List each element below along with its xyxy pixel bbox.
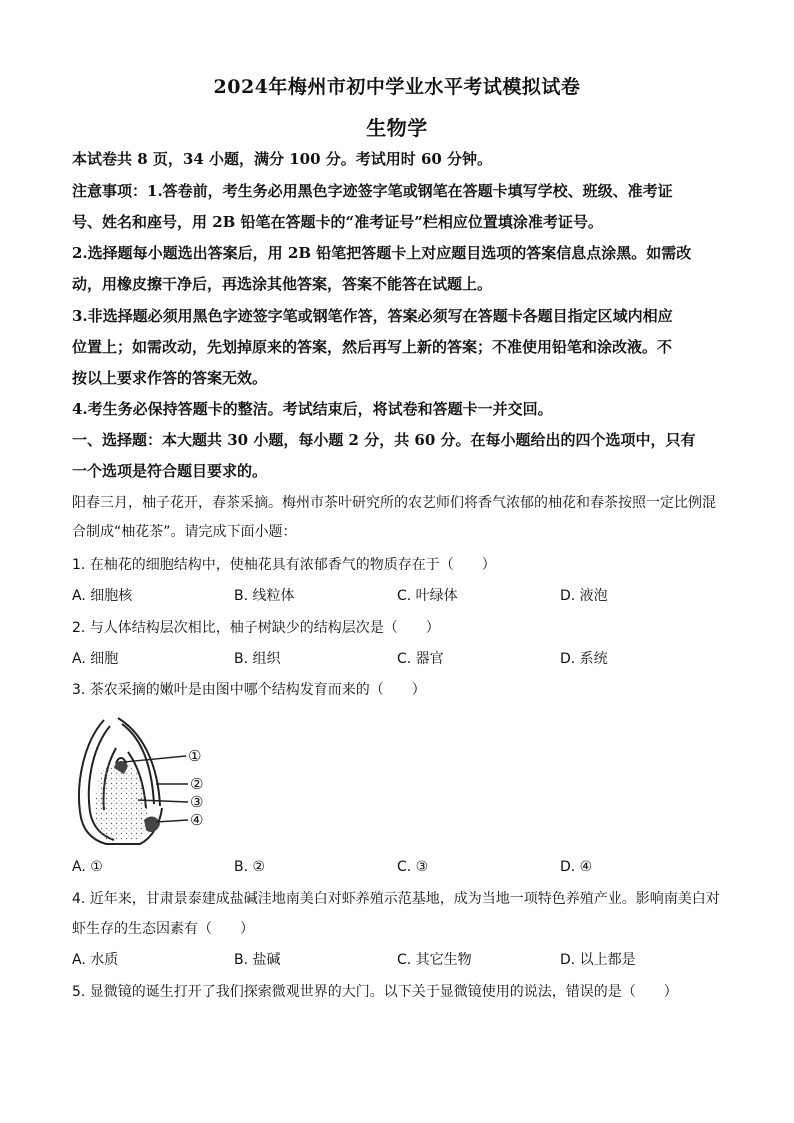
notes-line-2: 号、姓名和座号，用 2B 铅笔在答题卡的“准考证号”栏相应位置填涂准考证号。 <box>72 213 603 231</box>
exam-title: 2024年梅州市初中学业水平考试模拟试卷 <box>213 76 581 98</box>
q4-option-c: C. 其它生物 <box>397 952 472 968</box>
notes-line-5: 3.非选择题必须用黑色字迹签字笔或钢笔作答，答案必须写在答题卡各题目指定区域内相应 <box>72 307 673 325</box>
notes-line-8: 4.考生务必保持答题卡的整洁。考试结束后，将试卷和答题卡一并交回。 <box>72 400 553 418</box>
q4-stem-line-1: 4. 近年来，甘肃景泰建成盐碱洼地南美白对虾养殖示范基地，成为当地一项特色养殖产业。影响南美白对 <box>72 891 720 907</box>
notes-line-4: 动，用橡皮擦干净后，再选涂其他答案，答案不能答在试题上。 <box>72 275 493 293</box>
q4-option-b: B. 盐碱 <box>234 952 281 968</box>
q5-stem: 5. 显微镜的诞生打开了我们探索微观世界的大门。以下关于显微镜使用的说法，错误的是（ ） <box>72 984 678 1000</box>
notes-line-3: 2.选择题每小题选出答案后，用 2B 铅笔把答题卡上对应题目选项的答案信息点涂黑。如需改 <box>72 244 692 262</box>
q4-option-d: D. 以上都是 <box>560 952 636 968</box>
q1-option-c: C. 叶绿体 <box>397 588 458 604</box>
q3-option-a: A. ① <box>72 859 103 875</box>
q2-option-a: A. 细胞 <box>72 651 119 667</box>
section-heading-1: 一、选择题：本大题共 30 小题，每小题 2 分，共 60 分。在每小题给出的四个选项中，只有 <box>72 431 696 449</box>
q3-option-b: B. ② <box>234 859 266 875</box>
notes-line-1: 注意事项：1.答卷前，考生务必用黑色字迹签字笔或钢笔在答题卡填写学校、班级、准考证 <box>72 182 673 200</box>
q1-stem: 1. 在柚花的细胞结构中，使柚花具有浓郁香气的物质存在于（ ） <box>72 557 496 573</box>
subject-title: 生物学 <box>366 116 428 140</box>
notes-line-7: 按以上要求作答的答案无效。 <box>72 369 268 387</box>
leaf-bud-diagram <box>70 712 210 848</box>
figure-label-3: ③ <box>190 793 204 811</box>
q2-stem: 2. 与人体结构层次相比，柚子树缺少的结构层次是（ ） <box>72 620 440 636</box>
q1-option-b: B. 线粒体 <box>234 588 295 604</box>
q4-stem-line-2: 虾生存的生态因素有（ ） <box>72 921 254 937</box>
section-heading-2: 一个选项是符合题目要求的。 <box>72 462 268 480</box>
q1-option-d: D. 液泡 <box>560 588 608 604</box>
notes-line-6: 位置上；如需改动，先划掉原来的答案，然后再写上新的答案；不准使用铅笔和涂改液。不 <box>72 338 673 356</box>
figure-label-group <box>188 747 203 829</box>
figure-label-1: ① <box>188 747 202 765</box>
figure-label-4: ④ <box>190 811 204 829</box>
figure-label-2: ② <box>190 775 204 793</box>
intro-line: 本试卷共 8 页，34 小题，满分 100 分。考试用时 60 分钟。 <box>72 150 493 168</box>
q3-option-c: C. ③ <box>397 859 429 875</box>
q2-option-c: C. 器官 <box>397 651 444 667</box>
axillary-bud <box>144 817 160 832</box>
q2-option-b: B. 组织 <box>234 651 281 667</box>
q1-option-a: A. 细胞核 <box>72 588 133 604</box>
q4-option-a: A. 水质 <box>72 952 119 968</box>
q3-stem: 3. 茶农采摘的嫩叶是由图中哪个结构发育而来的（ ） <box>72 682 426 698</box>
q2-option-d: D. 系统 <box>560 651 608 667</box>
passage-line-2: 合制成“柚花茶”。请完成下面小题： <box>72 524 297 540</box>
q3-option-d: D. ④ <box>560 859 593 875</box>
passage-line-1: 阳春三月，柚子花开，春茶采摘。梅州市茶叶研究所的农艺师们将香气浓郁的柚花和春茶按照一定比例混 <box>72 495 716 511</box>
